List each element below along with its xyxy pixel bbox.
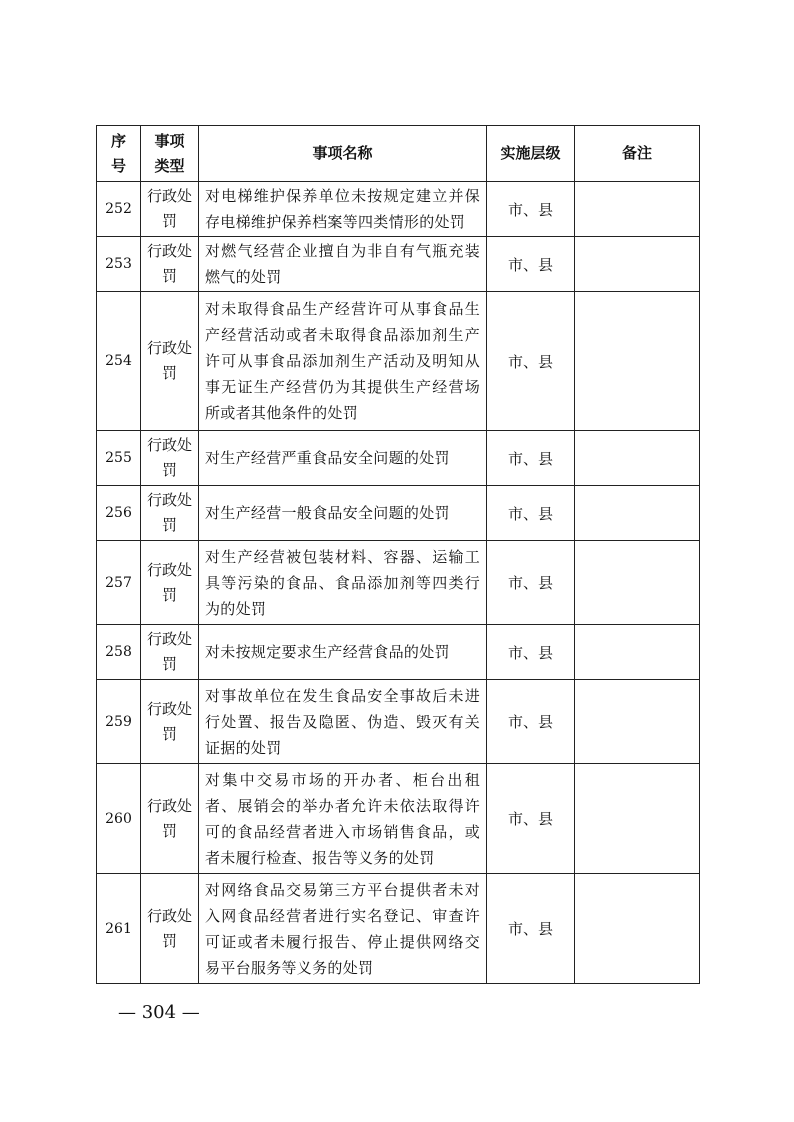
name-cell: 对生产经营严重食品安全问题的处罚: [199, 431, 487, 486]
type-cell: 行政处罚: [141, 874, 199, 984]
seq-cell: 256: [97, 486, 141, 541]
type-cell: 行政处罚: [141, 764, 199, 874]
note-cell: [575, 541, 700, 625]
header-name: 事项名称: [199, 126, 487, 182]
type-cell: 行政处罚: [141, 541, 199, 625]
level-cell: 市、县: [487, 625, 575, 680]
table-row: [97, 237, 700, 292]
seq-cell: 261: [97, 874, 141, 984]
header-level: 实施层级: [487, 126, 575, 182]
note-cell: [575, 486, 700, 541]
table-row: [97, 431, 700, 486]
type-cell: 行政处罚: [141, 625, 199, 680]
header-seq: 序号: [97, 126, 141, 182]
note-cell: [575, 764, 700, 874]
level-cell: 市、县: [487, 874, 575, 984]
note-cell: [575, 874, 700, 984]
name-cell: 对生产经营被包装材料、容器、运输工具等污染的食品、食品添加剂等四类行为的处罚: [199, 541, 487, 625]
name-cell: 对生产经营一般食品安全问题的处罚: [199, 486, 487, 541]
table-row: [97, 764, 700, 874]
type-cell: 行政处罚: [141, 237, 199, 292]
table-row: [97, 541, 700, 625]
note-cell: [575, 292, 700, 431]
level-cell: 市、县: [487, 237, 575, 292]
name-cell: 对网络食品交易第三方平台提供者未对入网食品经营者进行实名登记、审查许可证或者未履行报告、停止提供网络交易平台服务等义务的处罚: [199, 874, 487, 984]
type-cell: 行政处罚: [141, 680, 199, 764]
seq-cell: 255: [97, 431, 141, 486]
header-note: 备注: [575, 126, 700, 182]
level-cell: 市、县: [487, 680, 575, 764]
level-cell: 市、县: [487, 292, 575, 431]
seq-cell: 260: [97, 764, 141, 874]
note-cell: [575, 182, 700, 237]
note-cell: [575, 431, 700, 486]
type-cell: 行政处罚: [141, 182, 199, 237]
level-cell: 市、县: [487, 486, 575, 541]
seq-cell: 257: [97, 541, 141, 625]
name-cell: 对集中交易市场的开办者、柜台出租者、展销会的举办者允许未依法取得许可的食品经营者进入市场销售食品，或者未履行检查、报告等义务的处罚: [199, 764, 487, 874]
table-row: [97, 292, 700, 431]
level-cell: 市、县: [487, 764, 575, 874]
type-cell: 行政处罚: [141, 486, 199, 541]
table-row: [97, 486, 700, 541]
seq-cell: 252: [97, 182, 141, 237]
note-cell: [575, 625, 700, 680]
level-cell: 市、县: [487, 541, 575, 625]
table-row: [97, 625, 700, 680]
name-cell: 对事故单位在发生食品安全事故后未进行处置、报告及隐匿、伪造、毁灭有关证据的处罚: [199, 680, 487, 764]
name-cell: 对电梯维护保养单位未按规定建立并保存电梯维护保养档案等四类情形的处罚: [199, 182, 487, 237]
note-cell: [575, 237, 700, 292]
seq-cell: 254: [97, 292, 141, 431]
table-row: [97, 680, 700, 764]
seq-cell: 258: [97, 625, 141, 680]
type-cell: 行政处罚: [141, 431, 199, 486]
table-row: [97, 874, 700, 984]
note-cell: [575, 680, 700, 764]
level-cell: 市、县: [487, 431, 575, 486]
seq-cell: 253: [97, 237, 141, 292]
level-cell: 市、县: [487, 182, 575, 237]
header-row: [97, 126, 700, 182]
name-cell: 对燃气经营企业擅自为非自有气瓶充装燃气的处罚: [199, 237, 487, 292]
page-number: — 304 —: [118, 1002, 200, 1023]
name-cell: 对未取得食品生产经营许可从事食品生产经营活动或者未取得食品添加剂生产许可从事食品添加剂生产活动及明知从事无证生产经营仍为其提供生产经营场所或者其他条件的处罚: [199, 292, 487, 431]
header-type: 事项类型: [141, 126, 199, 182]
name-cell: 对未按规定要求生产经营食品的处罚: [199, 625, 487, 680]
items-table: [96, 125, 700, 984]
seq-cell: 259: [97, 680, 141, 764]
type-cell: 行政处罚: [141, 292, 199, 431]
table-row: [97, 182, 700, 237]
